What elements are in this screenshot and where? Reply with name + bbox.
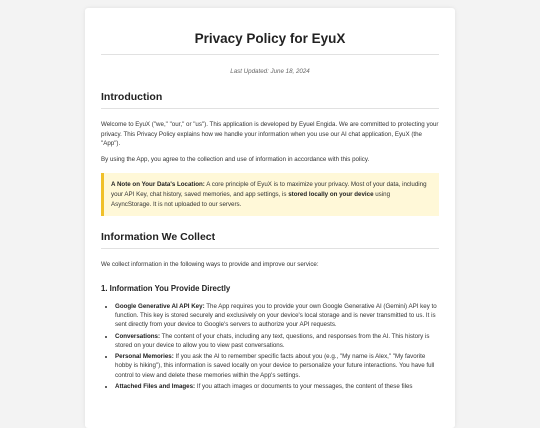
policy-card <box>85 8 455 428</box>
note-label: A Note on Your Data's Location: <box>111 181 205 189</box>
list-item-label: Attached Files and Images: <box>115 382 196 390</box>
list-item-attached-files <box>115 382 439 391</box>
list-item-text: If you attach images or documents to your messages, the content of these files <box>195 382 413 390</box>
data-location-note <box>101 173 439 216</box>
list-item-text: If you ask the AI to remember specific facts about you (e.g., "My name is Alex," "My favorite hobby is hiking"), this information is saved locally on your device to personalize your future interactions. You have full control to view and delete these memories within the App's settings. <box>115 353 435 379</box>
page-title: Privacy Policy for EyuX <box>101 31 439 55</box>
list-item-text: The App requires you to provide your own Google Generative AI (Gemini) API key to function. This key is stored securely and exclusively on your device's local storage and is never transmitted to us. It is sent directly from your device to Google's servers to authorize your API requests. <box>115 302 437 329</box>
information-collect-intro: We collect information in the following ways to provide and improve our service: <box>101 261 319 269</box>
list-item-label: Personal Memories: <box>115 353 174 361</box>
information-collect-heading: Information We Collect <box>101 231 439 249</box>
list-item-personal-memories <box>115 352 439 380</box>
list-item-conversations <box>115 332 439 351</box>
direct-info-list <box>101 302 439 392</box>
note-text-after: using AsyncStorage. It is not uploaded to our servers. <box>111 191 391 208</box>
introduction-paragraph-2: By using the App, you agree to the collection and use of information in accordance with this policy. <box>101 156 370 164</box>
last-updated: Last Updated: June 18, 2024 <box>230 68 310 75</box>
list-item-api-key <box>115 302 439 330</box>
note-text-before: A core principle of EyuX is to maximize your privacy. Most of your data, including your API Key, chat history, saved memories, and app settings, is <box>111 181 427 199</box>
list-item-label: Google Generative AI API Key: <box>115 302 205 310</box>
introduction-paragraph-1: Welcome to EyuX ("we," "our," or "us"). This application is developed by Eyuel Engida. We are committed to protecting your privacy. This Privacy Policy explains how we handle your information when you use our AI chat application, EyuX (the "App"). <box>101 121 439 147</box>
note-bold-text: stored locally on your device <box>288 191 374 199</box>
direct-info-subheading: 1. Information You Provide Directly <box>101 283 231 293</box>
introduction-heading: Introduction <box>101 91 439 109</box>
list-item-label: Conversations: <box>115 332 161 340</box>
list-item-text: The content of your chats, including any text, questions, and responses from the AI. This history is stored on your device to allow you to view past conversations. <box>115 332 430 349</box>
